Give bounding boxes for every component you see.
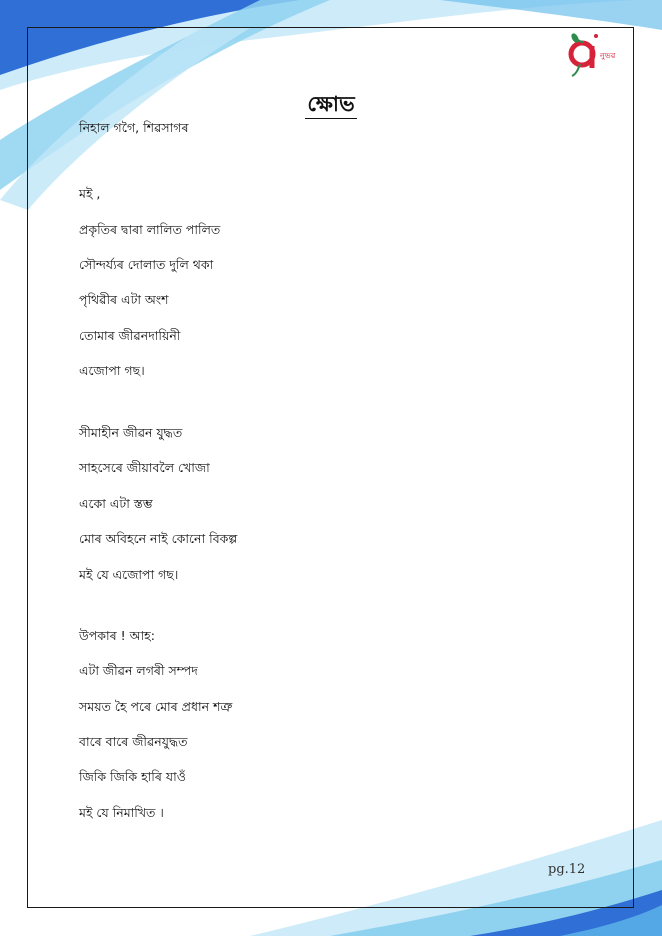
page-number: pg.12 — [548, 862, 586, 877]
poem-line: বাৰে বাৰে জীৱনযুদ্ধত — [79, 734, 188, 749]
flower-a-logo-icon — [566, 30, 628, 78]
poem-line: জিকি জিকি হাৰি যাওঁ — [79, 769, 186, 784]
poem-line: সাহসেৰে জীয়াবলৈ খোজা — [79, 460, 210, 475]
poem-line: একো এটা স্তম্ভ — [79, 496, 153, 511]
poem-line: এজোপা গছ। — [79, 363, 145, 378]
poem-line: উপকাৰ ! আহ: — [79, 628, 155, 643]
poem-line: মই যে নিমাখিত । — [79, 805, 164, 820]
poem-line: তোমাৰ জীৱনদায়িনী — [79, 328, 181, 343]
poem-line: সীমাহীন জীৱন যুদ্ধত — [79, 425, 183, 440]
poem-title-text: ক্ষোভ — [305, 92, 356, 119]
poem-line: মই , — [79, 186, 101, 201]
poem-line: মই যে এজোপা গছ। — [79, 567, 179, 582]
poem-line: প্ৰকৃতিৰ দ্বাৰা লালিত পালিত — [79, 222, 221, 237]
svg-text:নুভৱ: নুভৱ — [600, 51, 616, 60]
poem-line: সময়ত হৈ পৰে মোৰ প্ৰধান শত্ৰু — [79, 699, 233, 714]
author-line: নিহাল গগৈ, শিৱসাগৰ — [79, 120, 189, 135]
poem-line: এটা জীৱন লগৰী সম্পদ — [79, 663, 198, 678]
poem-line: মোৰ অবিহনে নাই কোনো বিকল্প — [79, 531, 238, 546]
poem-line: পৃথিৱীৰ এটা অংশ — [79, 292, 169, 307]
poem-title — [0, 88, 662, 123]
poem-line: সৌন্দৰ্য্যৰ দোলাত দুলি থকা — [79, 257, 214, 272]
